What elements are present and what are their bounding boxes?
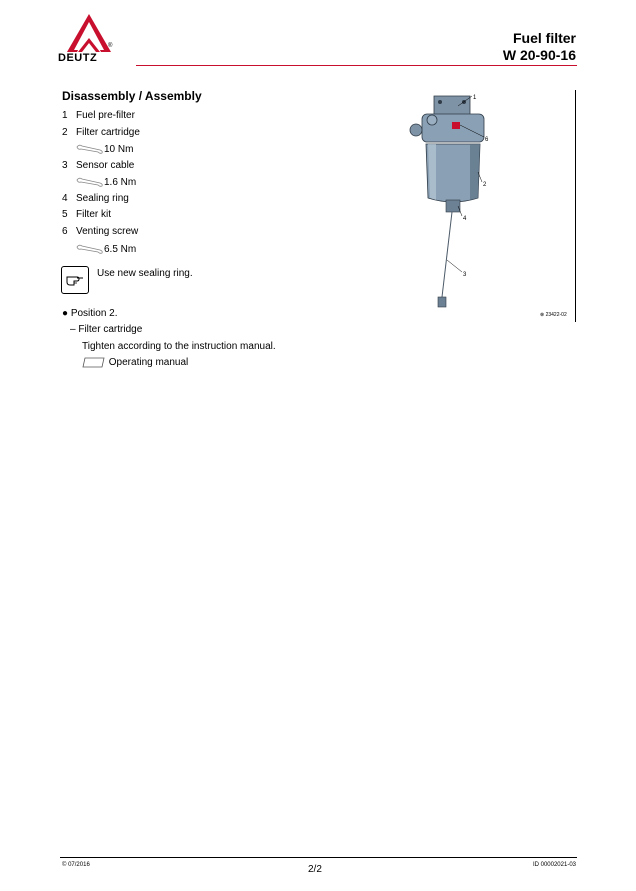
item-label: Sealing ring: [76, 193, 129, 204]
item-label: Filter kit: [76, 209, 111, 220]
document-number: W 20-90-16: [502, 47, 576, 63]
fuel-filter-illustration: [398, 92, 576, 322]
document-title: Fuel filter: [512, 30, 576, 46]
wrench-icon: [76, 177, 104, 187]
list-item: [62, 110, 135, 121]
callout-3: 3: [463, 272, 467, 278]
footer-document-id: ID 00002021-03: [532, 862, 576, 868]
item-number: 5: [62, 209, 68, 220]
item-label: Venting screw: [76, 226, 139, 237]
torque-value: 6.5 Nm: [104, 244, 137, 255]
callout-6: 6: [485, 137, 489, 143]
item-number: 3: [62, 160, 68, 171]
manual-reference-text: Operating manual: [108, 357, 189, 369]
wrench-icon: [76, 144, 104, 154]
item-label: Filter cartridge: [76, 127, 140, 138]
torque-spec: [76, 244, 136, 255]
list-item: [62, 193, 129, 204]
step-bullet: ● Position 2.: [62, 308, 118, 319]
step-text: Position 2.: [70, 308, 118, 319]
book-icon: [82, 357, 106, 368]
figure-id-text: 23422-02: [545, 312, 567, 318]
header-divider: [136, 65, 577, 66]
torque-spec: [76, 177, 136, 188]
wrench-icon: [76, 244, 104, 254]
item-label: Sensor cable: [76, 160, 135, 171]
item-number: 6: [62, 226, 68, 237]
list-item: [62, 127, 140, 138]
item-number: 2: [62, 127, 68, 138]
sub-step-text: Filter cartridge: [78, 324, 143, 335]
callout-2: 2: [483, 182, 487, 188]
footer-divider: [60, 857, 577, 858]
list-item: [62, 160, 134, 171]
note-text: Use new sealing ring.: [97, 268, 193, 279]
footer-date: © 07/2016: [62, 862, 90, 868]
item-number: 1: [62, 110, 68, 121]
instruction-text: Tighten according to the instruction manual.: [82, 341, 276, 352]
torque-value: 10 Nm: [104, 144, 134, 155]
list-item: [62, 209, 111, 220]
torque-spec: [76, 144, 133, 155]
registered-mark: ®: [108, 43, 113, 49]
page-number: 2/2: [308, 864, 322, 875]
figure-id: ⊗ 23422-02: [540, 312, 567, 318]
callout-4: 4: [463, 216, 467, 222]
callout-1: 1: [473, 95, 477, 101]
manual-reference: [82, 357, 188, 368]
note-icon-box: [61, 266, 89, 294]
brand-name: DEUTZ: [58, 52, 98, 64]
item-number: 4: [62, 193, 68, 204]
torque-value: 1.6 Nm: [104, 177, 137, 188]
section-heading: Disassembly / Assembly: [62, 89, 202, 103]
list-item: [62, 226, 138, 237]
pointing-hand-icon: [62, 267, 88, 293]
sub-step: – Filter cartridge: [70, 324, 143, 335]
item-label: Fuel pre-filter: [76, 110, 135, 121]
